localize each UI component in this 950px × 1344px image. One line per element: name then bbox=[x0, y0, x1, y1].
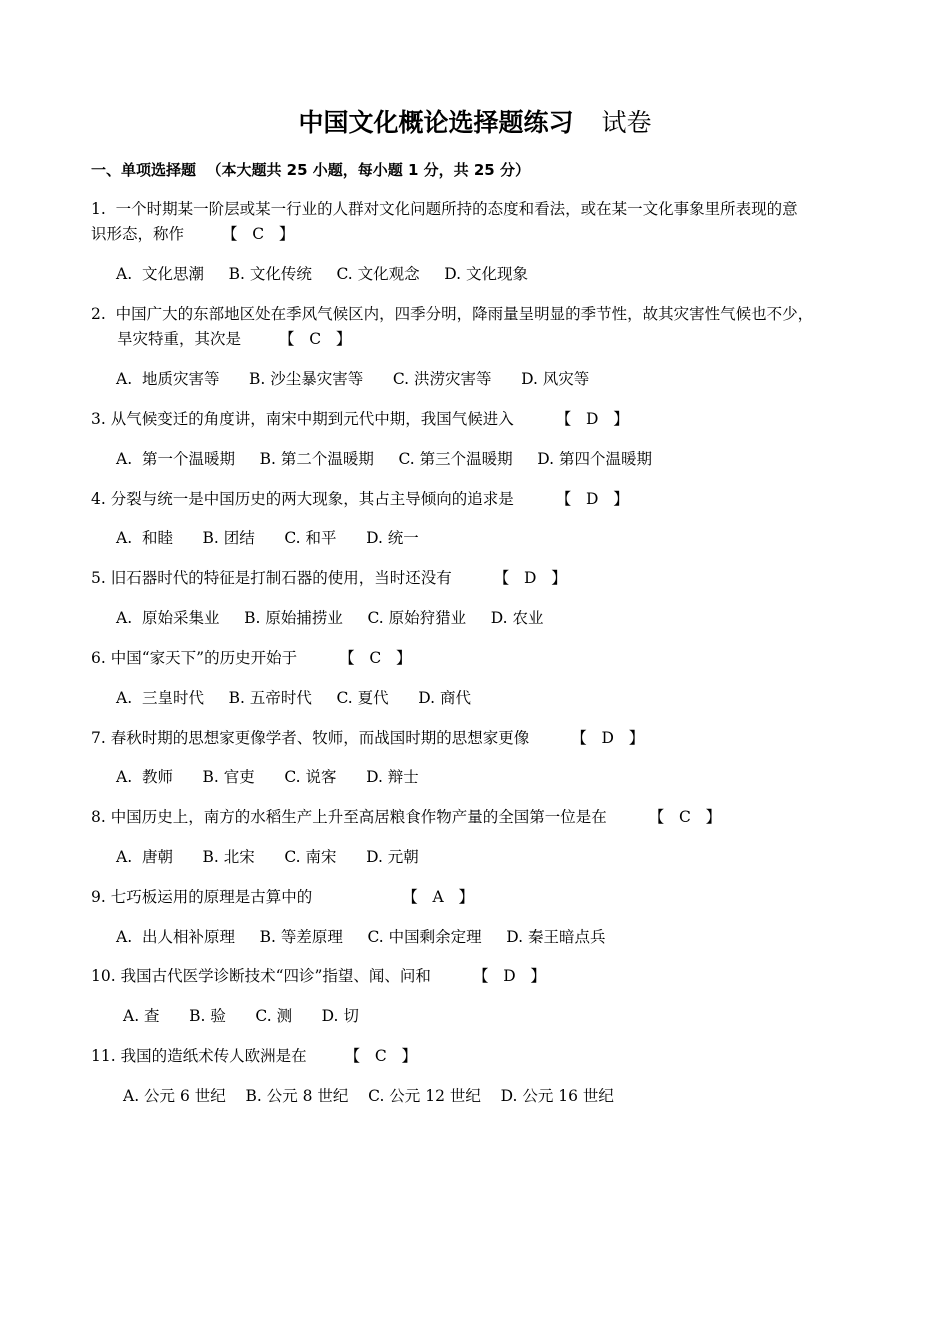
question-3-answer: 【 D 】 bbox=[555, 410, 629, 428]
exam-title bbox=[0, 103, 950, 139]
question-6-answer: 【 C 】 bbox=[339, 649, 412, 667]
question-9-text: 9. 七巧板运用的原理是古算中的 【 A 】 bbox=[91, 888, 474, 906]
question-6-options: A. 三皇时代 B. 五帝时代 C. 夏代 D. 商代 bbox=[116, 689, 471, 707]
question-10-options: A. 查 B. 验 C. 测 D. 切 bbox=[123, 1007, 359, 1025]
question-11-options: A. 公元 6 世纪 B. 公元 8 世纪 C. 公元 12 世纪 D. 公元 16 世纪 bbox=[123, 1087, 614, 1105]
question-2-text-cont: 旱灾特重，其次是 【 C 】 bbox=[117, 330, 352, 348]
question-11-answer: 【 C 】 bbox=[344, 1047, 417, 1065]
question-9-options: A. 出人相补原理 B. 等差原理 C. 中国剩余定理 D. 秦王暗点兵 bbox=[116, 928, 606, 946]
question-7-options: A. 教师 B. 官吏 C. 说客 D. 辩士 bbox=[116, 768, 419, 786]
question-10-answer: 【 D 】 bbox=[472, 967, 546, 985]
exam-title-main: 中国文化概论选择题练习 bbox=[298, 108, 574, 137]
question-6-text: 6. 中国“家天下”的历史开始于 【 C 】 bbox=[91, 649, 412, 667]
question-4-text: 4. 分裂与统一是中国历史的两大现象，其占主导倾向的追求是 【 D 】 bbox=[91, 490, 629, 508]
question-7-text: 7. 春秋时期的思想家更像学者、牧师，而战国时期的思想家更像 【 D 】 bbox=[91, 729, 645, 747]
question-4-answer: 【 D 】 bbox=[555, 490, 629, 508]
question-4-options: A. 和睦 B. 团结 C. 和平 D. 统一 bbox=[116, 529, 419, 547]
question-2-answer: 【 C 】 bbox=[279, 330, 352, 348]
question-2-options: A. 地质灾害等 B. 沙尘暴灾害等 C. 洪涝灾害等 D. 风灾等 bbox=[116, 370, 590, 388]
question-7-answer: 【 D 】 bbox=[571, 729, 645, 747]
question-11-text: 11. 我国的造纸术传人欧洲是在 【 C 】 bbox=[91, 1047, 417, 1065]
question-1-options: A. 文化思潮 B. 文化传统 C. 文化观念 D. 文化现象 bbox=[116, 265, 529, 283]
question-1-answer: 【 C 】 bbox=[222, 225, 295, 243]
question-8-text: 8. 中国历史上，南方的水稻生产上升至高居粮食作物产量的全国第一位是在 【 C 】 bbox=[91, 808, 722, 826]
question-5-text: 5. 旧石器时代的特征是打制石器的使用，当时还没有 【 D 】 bbox=[91, 569, 567, 587]
question-10-text: 10. 我国古代医学诊断技术“四诊”指望、闻、问和 【 D 】 bbox=[91, 967, 546, 985]
question-5-options: A. 原始采集业 B. 原始捕捞业 C. 原始狩猎业 D. 农业 bbox=[116, 609, 544, 627]
question-9-answer: 【 A 】 bbox=[402, 888, 474, 906]
question-8-options: A. 唐朝 B. 北宋 C. 南宋 D. 元朝 bbox=[116, 848, 419, 866]
question-5-answer: 【 D 】 bbox=[493, 569, 567, 587]
question-1-text-cont: 识形态，称作 【 C 】 bbox=[91, 225, 295, 243]
section-heading: 一、单项选择题 （本大题共 25 小题，每小题 1 分，共 25 分） bbox=[91, 161, 530, 179]
question-3-text: 3. 从气候变迁的角度讲，南宋中期到元代中期，我国气候进入 【 D 】 bbox=[91, 410, 629, 428]
question-3-options: A. 第一个温暖期 B. 第二个温暖期 C. 第三个温暖期 D. 第四个温暖期 bbox=[116, 450, 653, 468]
question-8-answer: 【 C 】 bbox=[648, 808, 722, 826]
question-2-text: 2. 中国广大的东部地区处在季风气候区内，四季分明，降雨量呈明显的季节性，故其灾害性气候也不少， bbox=[91, 305, 814, 323]
exam-title-sub: 试卷 bbox=[601, 108, 652, 137]
question-1-text: 1. 一个时期某一阶层或某一行业的人群对文化问题所持的态度和看法，或在某一文化事象里所表现的意 bbox=[91, 200, 798, 218]
